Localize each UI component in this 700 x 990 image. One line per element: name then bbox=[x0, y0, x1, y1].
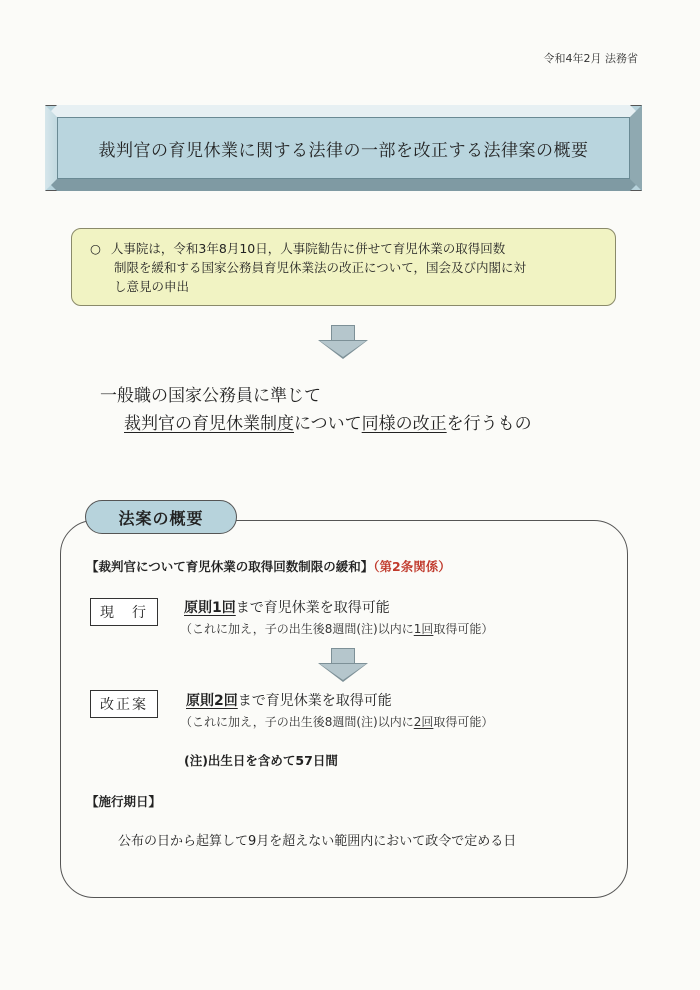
summary-heading-text: 【裁判官について育児休業の取得回数制限の緩和】 bbox=[86, 559, 374, 574]
header-date-ministry: 令和4年2月 法務省 bbox=[543, 52, 638, 65]
effective-date-heading: 【施行期日】 bbox=[86, 794, 162, 809]
note-birthdate: (注)出生日を含めて57日間 bbox=[184, 753, 338, 768]
current-rule-sub bbox=[180, 620, 493, 637]
conclusion-line-2 bbox=[124, 410, 532, 438]
proposed-sub-post: 取得可能） bbox=[433, 715, 494, 729]
current-rule-count: 原則1回 bbox=[184, 600, 236, 616]
notice-line-1 bbox=[90, 239, 597, 258]
current-sub-post: 取得可能） bbox=[433, 622, 494, 636]
document-title: 裁判官の育児休業に関する法律の一部を改正する法律案の概要 bbox=[57, 117, 630, 179]
summary-heading-article: （第2条関係） bbox=[373, 559, 451, 574]
current-sub-count: 1回 bbox=[413, 622, 434, 636]
summary-heading bbox=[86, 557, 451, 575]
title-bevel-bottom bbox=[45, 179, 642, 191]
proposed-sub-pre: （これに加え，子の出生後8週間(注)以内に bbox=[180, 715, 414, 729]
proposed-rule bbox=[186, 690, 392, 710]
conclusion-action: 同様の改正 bbox=[361, 414, 447, 434]
notice-line-2: 制限を緩和する国家公務員育児休業法の改正について，国会及び内閣に対 bbox=[114, 260, 527, 275]
proposed-rule-rest: まで育児休業を取得可能 bbox=[237, 693, 392, 709]
notice-line-3: し意見の申出 bbox=[114, 279, 190, 294]
down-arrow-icon bbox=[318, 325, 368, 359]
current-rule bbox=[184, 597, 390, 617]
conclusion-line-1: 一般職の国家公務員に準じて bbox=[100, 386, 321, 406]
title-bevel-top bbox=[45, 105, 642, 117]
conclusion-connector: について bbox=[294, 414, 362, 434]
current-rule-rest: まで育児休業を取得可能 bbox=[235, 600, 390, 616]
notice-line-1-text: 人事院は，令和3年8月10日，人事院勧告に併せて育児休業の取得回数 bbox=[110, 241, 506, 256]
proposed-label: 改正案 bbox=[90, 690, 158, 718]
bullet-circle: ○ bbox=[90, 241, 101, 256]
conclusion-target: 裁判官の育児休業制度 bbox=[124, 414, 294, 434]
title-bevel-left bbox=[45, 105, 57, 191]
summary-tab: 法案の概要 bbox=[85, 500, 237, 534]
proposed-sub-count: 2回 bbox=[413, 715, 434, 729]
proposed-rule-sub bbox=[180, 713, 493, 730]
current-label: 現 行 bbox=[90, 598, 158, 626]
title-bevel-right bbox=[630, 105, 642, 191]
proposed-rule-count: 原則2回 bbox=[186, 693, 238, 709]
notice-box bbox=[71, 228, 616, 306]
conclusion-end: を行うもの bbox=[446, 414, 532, 434]
effective-date-text: 公布の日から起算して9月を超えない範囲内において政令で定める日 bbox=[118, 834, 517, 849]
down-arrow-icon bbox=[318, 648, 368, 682]
current-sub-pre: （これに加え，子の出生後8週間(注)以内に bbox=[180, 622, 414, 636]
